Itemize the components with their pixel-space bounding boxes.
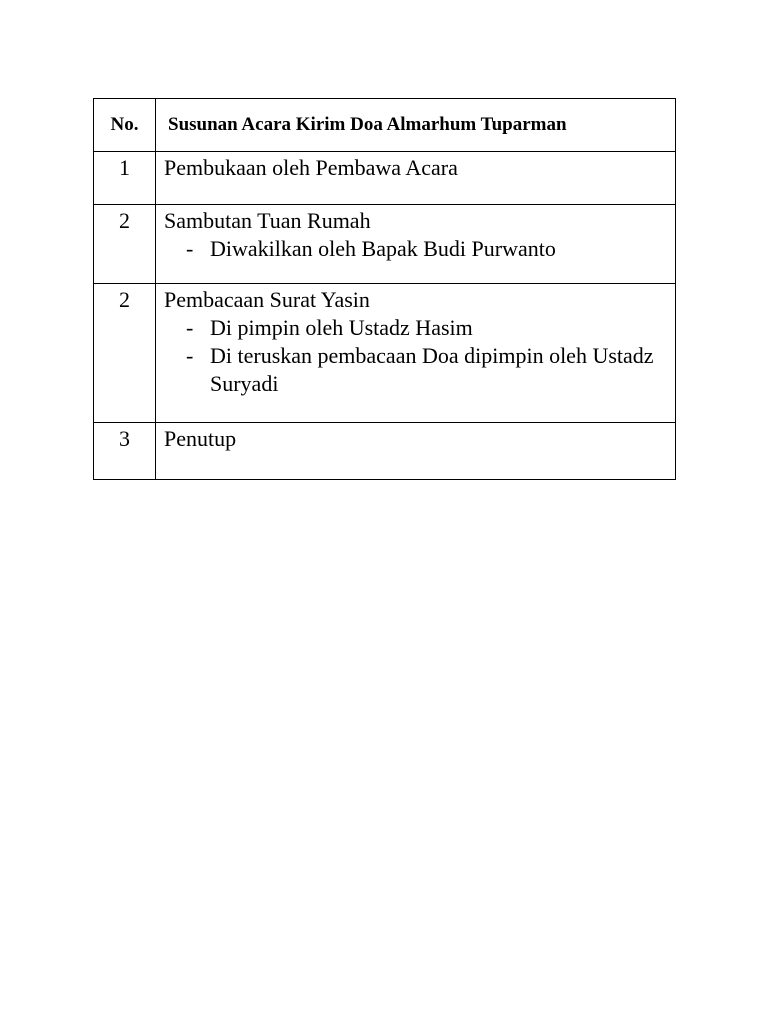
row-item — [156, 152, 676, 205]
detail-text: Di teruskan pembacaan Doa dipimpin oleh Ustadz Suryadi — [210, 343, 654, 396]
item-title: Sambutan Tuan Rumah — [164, 208, 371, 233]
row-item — [156, 423, 676, 480]
detail-text: Diwakilkan oleh Bapak Budi Purwanto — [210, 236, 556, 261]
detail-item — [164, 342, 669, 398]
row-number: 3 — [94, 423, 156, 480]
table-header-row — [94, 99, 676, 152]
header-title: Susunan Acara Kirim Doa Almarhum Tuparman — [156, 99, 676, 152]
bullet-dash: - — [186, 236, 194, 261]
row-number: 2 — [94, 205, 156, 284]
row-number: 1 — [94, 152, 156, 205]
item-title: Pembukaan oleh Pembawa Acara — [164, 155, 458, 180]
row-item — [156, 205, 676, 284]
row-item — [156, 284, 676, 423]
header-no: No. — [94, 99, 156, 152]
detail-item — [164, 235, 669, 263]
detail-list — [164, 314, 669, 398]
detail-text: Di pimpin oleh Ustadz Hasim — [210, 315, 473, 340]
table-row — [94, 284, 676, 423]
row-number: 2 — [94, 284, 156, 423]
item-title: Penutup — [164, 426, 237, 451]
bullet-dash: - — [186, 315, 194, 340]
detail-item — [164, 314, 669, 342]
detail-list — [164, 235, 669, 263]
agenda-table — [93, 98, 676, 480]
item-title: Pembacaan Surat Yasin — [164, 287, 370, 312]
table-row — [94, 152, 676, 205]
table-row — [94, 423, 676, 480]
table-row — [94, 205, 676, 284]
bullet-dash: - — [186, 343, 194, 368]
